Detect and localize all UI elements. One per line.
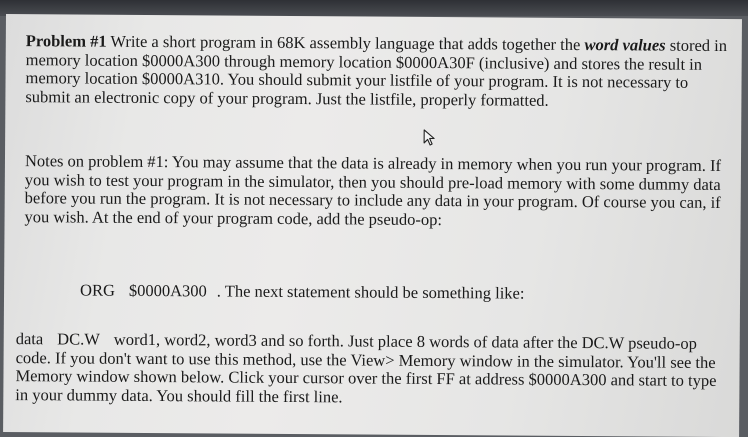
monitor-bezel [0,0,748,16]
org-address: $0000A300 [128,280,207,301]
notes-paragraph [25,152,730,231]
data-text: and so forth. Just place 8 words of data after the DC.W pseudo-op code. If you don't want to use this method, use the View> Memory window in the simulator. You'll see the Memory window shown below. Click your cursor over the first FF at address $0000A300 and start to type in your dummy data. You should fill the first line. [15,330,717,406]
notes-text: Notes on problem #1: You may assume that the data is already in memory when you run your program. If you wish to test your program in the simulator, then you should pre-load memory with some dummy data before you run the program. It is not necessary to include any data in your program. Of course you can, if you wish. At the end of your program code, add the pseudo-op: [24,151,722,229]
problem-paragraph [25,32,730,111]
problem-text-b: stored in memory location $0000A300 through memory location $0000A30F (inclusive) and stores the result in memory location $0000A310. You should submit your listfile of your program. It is not necessary to submit an electronic copy of your program. Just the listfile, properly formatted. [25,35,728,110]
problem-text-a: Write a short program in 68K assembly language that adds together the [106,31,585,55]
data-directive: DC.W [57,329,100,349]
org-text: . The next statement should be something like: [216,281,525,303]
data-operands: word1, word2, word3 [113,329,257,350]
mouse-pointer-icon [423,129,437,147]
document-page [3,14,742,437]
data-paragraph [15,330,730,409]
problem-label: Problem #1 [25,31,107,51]
org-statement [80,282,680,305]
problem-emphasis: word values [584,35,666,55]
org-keyword: ORG [80,280,115,300]
data-label: data [15,329,44,349]
